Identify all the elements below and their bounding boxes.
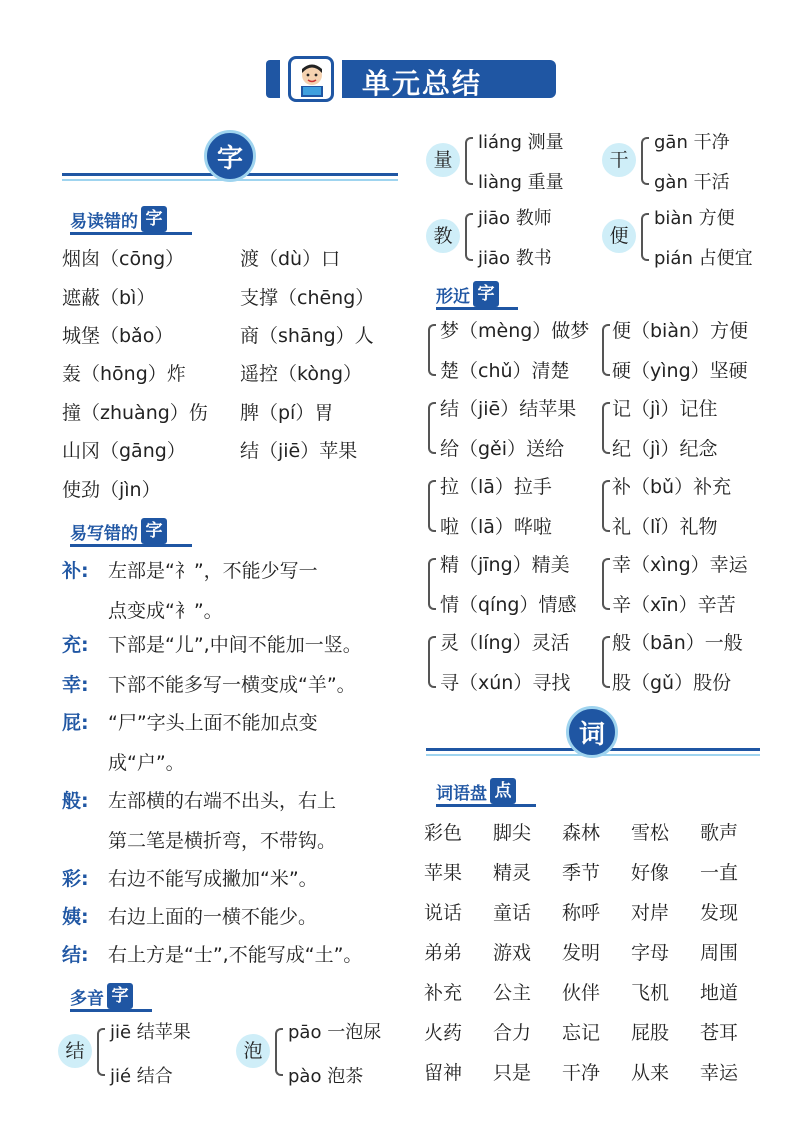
word-item: 苍耳	[700, 1022, 739, 1044]
word-item: 彩色	[424, 822, 463, 844]
word-item: 伙伴	[562, 982, 601, 1004]
word-item: 说话	[424, 902, 463, 924]
tag-label: 易读错的	[70, 211, 138, 232]
word-item: 补充	[424, 982, 463, 1004]
write-note: 下部是“儿”,中间不能加一竖。	[108, 634, 362, 656]
similar-item: 般（bān）一般	[612, 632, 743, 654]
write-char: 幸:	[62, 674, 89, 696]
polyphone-reading: jiē 结苹果	[110, 1022, 191, 1043]
word-item: 从来	[631, 1062, 670, 1084]
brace	[275, 1028, 283, 1076]
easy-read-item: 商（shāng）人	[240, 325, 374, 347]
brace	[428, 324, 436, 376]
similar-item: 楚（chǔ）清楚	[440, 360, 570, 382]
tag-badge: 点	[490, 778, 516, 804]
word-item: 精灵	[493, 862, 532, 884]
write-note: 右边上面的一横不能少。	[108, 906, 318, 928]
polyphone-reading: liàng 重量	[478, 172, 564, 193]
reading-boy-icon	[295, 62, 329, 98]
word-item: 季节	[562, 862, 601, 884]
word-item: 发现	[700, 902, 739, 924]
word-item: 苹果	[424, 862, 463, 884]
brace	[428, 402, 436, 454]
brace	[641, 137, 649, 185]
tag-label: 易写错的	[70, 523, 138, 544]
word-item: 幸运	[700, 1062, 739, 1084]
word-item: 公主	[493, 982, 532, 1004]
write-note: 下部不能多写一横变成“羊”。	[108, 674, 356, 696]
brace	[428, 480, 436, 532]
word-item: 雪松	[631, 822, 670, 844]
word-item: 周围	[700, 942, 739, 964]
write-char: 补:	[62, 560, 89, 582]
tag-underline	[436, 804, 536, 807]
tag-word-plate	[436, 778, 516, 804]
word-item: 合力	[493, 1022, 532, 1044]
word-item: 游戏	[493, 942, 532, 964]
write-char: 般:	[62, 790, 89, 812]
write-note: 点变成“衤”。	[108, 600, 223, 622]
word-item: 童话	[493, 902, 532, 924]
tag-underline	[70, 1009, 152, 1012]
word-item: 森林	[562, 822, 601, 844]
brace	[602, 324, 610, 376]
word-item: 飞机	[631, 982, 670, 1004]
word-item: 干净	[562, 1062, 601, 1084]
polyphone-reading: gān 干净	[654, 132, 730, 153]
word-grid	[424, 818, 764, 1098]
easy-read-item: 渡（dù）口	[240, 248, 341, 270]
write-note: 第二笔是横折弯，不带钩。	[108, 830, 337, 852]
word-item: 弟弟	[424, 942, 463, 964]
write-note: 右边不能写成撇加“米”。	[108, 868, 318, 890]
polyphone-char: 结	[58, 1034, 92, 1068]
tag-easy-write	[70, 518, 167, 544]
section-ci-badge: 词	[566, 706, 618, 758]
write-char: 姨:	[62, 906, 89, 928]
polyphone-reading: jiāo 教师	[478, 208, 552, 229]
tag-underline	[436, 307, 518, 310]
tag-label: 词语盘	[436, 783, 487, 804]
easy-read-item: 城堡（bǎo）	[62, 325, 174, 347]
brace	[602, 402, 610, 454]
easy-read-item: 脾（pí）胃	[240, 402, 334, 424]
avatar	[288, 56, 334, 102]
word-item: 发明	[562, 942, 601, 964]
easy-read-item: 撞（zhuàng）伤	[62, 402, 208, 424]
tag-underline	[70, 544, 192, 547]
brace	[465, 137, 473, 185]
write-char: 彩:	[62, 868, 89, 890]
banner-left-bar	[266, 60, 280, 98]
similar-item: 股（gǔ）股份	[612, 672, 732, 694]
write-note: 左部是“礻”，不能少写一	[108, 560, 318, 582]
write-char: 结:	[62, 944, 89, 966]
section-zi-badge: 字	[204, 130, 256, 182]
polyphone-char: 教	[426, 219, 460, 253]
word-item: 对岸	[631, 902, 670, 924]
write-note: 左部横的右端不出头，右上	[108, 790, 337, 812]
easy-read-item: 遮蔽（bì）	[62, 287, 156, 309]
similar-item: 灵（líng）灵活	[440, 632, 570, 654]
easy-read-item: 山冈（gāng）	[62, 440, 186, 462]
similar-item: 礼（lǐ）礼物	[612, 516, 718, 538]
word-item: 脚尖	[493, 822, 532, 844]
polyphone-reading: jié 结合	[110, 1066, 173, 1087]
polyphone-char: 干	[602, 143, 636, 177]
similar-item: 拉（lā）拉手	[440, 476, 552, 498]
polyphone-reading: pào 泡茶	[288, 1066, 364, 1087]
write-char: 充:	[62, 634, 89, 656]
tag-polyphone	[70, 983, 133, 1009]
polyphone-reading: pāo 一泡尿	[288, 1022, 382, 1043]
brace	[465, 213, 473, 261]
word-item: 屁股	[631, 1022, 670, 1044]
brace	[641, 213, 649, 261]
easy-read-item: 使劲（jìn）	[62, 479, 161, 501]
easy-read-item: 遥控（kòng）	[240, 363, 363, 385]
similar-item: 便（biàn）方便	[612, 320, 749, 342]
word-item: 一直	[700, 862, 739, 884]
tag-easy-read	[70, 206, 167, 232]
tag-badge: 字	[107, 983, 133, 1009]
polyphone-reading: pián 占便宜	[654, 248, 753, 269]
brace	[97, 1028, 105, 1076]
easy-read-item: 轰（hōng）炸	[62, 363, 186, 385]
brace	[428, 636, 436, 688]
word-item: 只是	[493, 1062, 532, 1084]
similar-item: 精（jīng）精美	[440, 554, 570, 576]
word-item: 称呼	[562, 902, 601, 924]
word-item: 地道	[700, 982, 739, 1004]
similar-item: 梦（mèng）做梦	[440, 320, 590, 342]
similar-item: 辛（xīn）辛苦	[612, 594, 736, 616]
title-banner	[266, 56, 556, 102]
word-item: 留神	[424, 1062, 463, 1084]
similar-item: 记（jì）记住	[612, 398, 718, 420]
similar-item: 结（jiē）结苹果	[440, 398, 577, 420]
polyphone-char: 泡	[236, 1034, 270, 1068]
word-item: 好像	[631, 862, 670, 884]
page-title: 单元总结	[362, 67, 483, 100]
polyphone-reading: biàn 方便	[654, 208, 735, 229]
polyphone-char: 量	[426, 143, 460, 177]
brace	[602, 480, 610, 532]
tag-underline	[70, 232, 192, 235]
tag-similar	[436, 281, 499, 307]
similar-item: 情（qíng）情感	[440, 594, 577, 616]
easy-read-item: 烟囱（cōng）	[62, 248, 185, 270]
tag-badge: 字	[141, 206, 167, 232]
word-item: 火药	[424, 1022, 463, 1044]
brace	[428, 558, 436, 610]
word-item: 忘记	[562, 1022, 601, 1044]
polyphone-reading: liáng 测量	[478, 132, 564, 153]
tag-label: 形近	[436, 286, 470, 307]
polyphone-reading: gàn 干活	[654, 172, 730, 193]
brace	[602, 558, 610, 610]
similar-item: 寻（xún）寻找	[440, 672, 571, 694]
write-note: “尸”字头上面不能加点变	[108, 712, 318, 734]
easy-read-item: 支撑（chēng）	[240, 287, 375, 309]
word-item: 字母	[631, 942, 670, 964]
similar-item: 硬（yìng）坚硬	[612, 360, 748, 382]
similar-item: 啦（lā）哗啦	[440, 516, 552, 538]
tag-badge: 字	[141, 518, 167, 544]
polyphone-char: 便	[602, 219, 636, 253]
word-item: 歌声	[700, 822, 739, 844]
tag-badge: 字	[473, 281, 499, 307]
write-note: 右上方是“士”,不能写成“土”。	[108, 944, 363, 966]
similar-item: 纪（jì）纪念	[612, 438, 718, 460]
similar-item: 幸（xìng）幸运	[612, 554, 748, 576]
polyphone-reading: jiāo 教书	[478, 248, 552, 269]
similar-item: 给（gěi）送给	[440, 438, 565, 460]
easy-read-item: 结（jiē）苹果	[240, 440, 358, 462]
write-note: 成“户”。	[108, 752, 185, 774]
write-char: 屁:	[62, 712, 89, 734]
tag-label: 多音	[70, 988, 104, 1009]
brace	[602, 636, 610, 688]
similar-item: 补（bǔ）补充	[612, 476, 732, 498]
